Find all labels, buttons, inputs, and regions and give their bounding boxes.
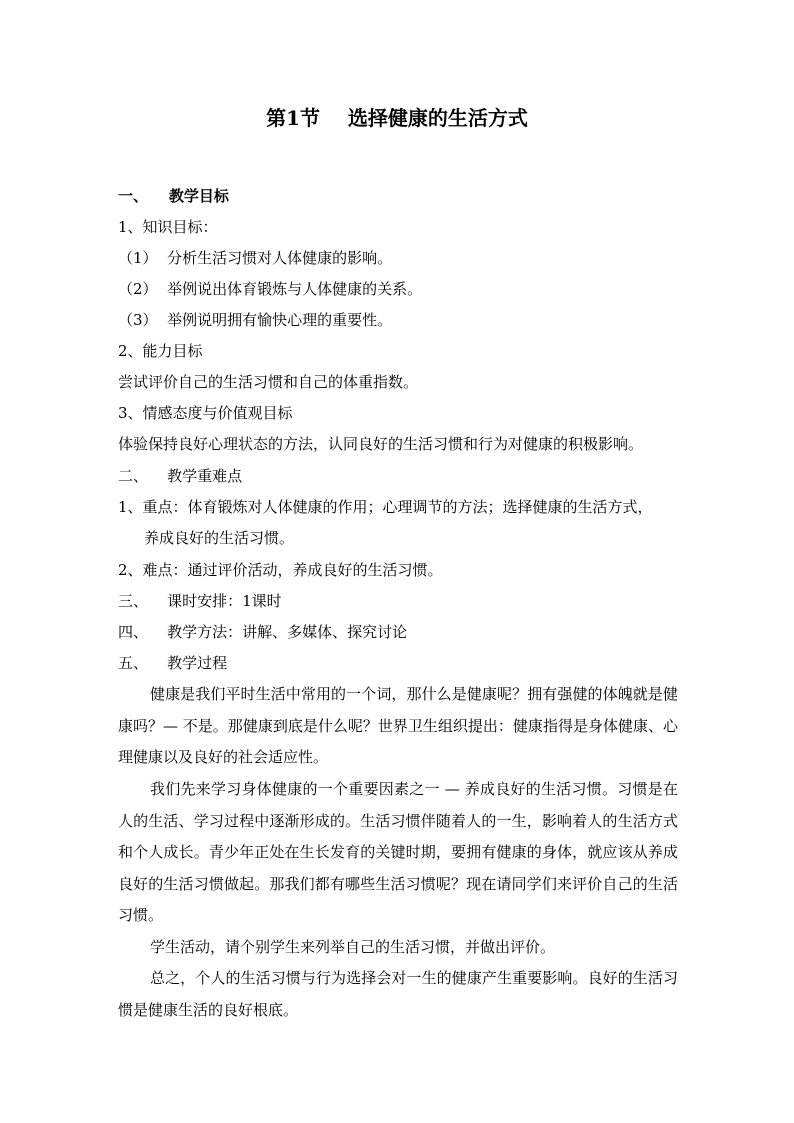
key-point-line-2: 养成良好的生活习惯。	[144, 529, 295, 547]
document-title: 第1节 选择健康的生活方式	[266, 106, 528, 130]
section-heading-key-points: 二、 教学重难点	[118, 467, 243, 485]
process-paragraph-1: 健康是我们平时生活中常用的一个词，那什么是健康呢？拥有强健的体魄就是健康吗？— 不是。那健康到底是什么呢？世界卫生组织提出：健康指得是身体健康、心理健康以及良好的社会适应性。	[118, 685, 678, 766]
knowledge-objectives-label: 1、知识目标：	[118, 218, 218, 236]
ability-objectives-label: 2、能力目标	[118, 342, 203, 360]
knowledge-item-1: （1） 分析生活习惯对人体健康的影响。	[118, 249, 393, 267]
section-teaching-methods: 四、 教学方法：讲解、多媒体、探究讨论	[118, 623, 408, 641]
process-paragraph-4: 总之，个人的生活习惯与行为选择会对一生的健康产生重要影响。良好的生活习惯是健康生活的良好根底。	[118, 969, 678, 1019]
ability-objectives-text: 尝试评价自己的生活习惯和自己的体重指数。	[118, 373, 419, 391]
emotion-objectives-text: 体验保持良好心理状态的方法，认同良好的生活习惯和行为对健康的积极影响。	[118, 435, 644, 453]
process-paragraph-2: 我们先来学习身体健康的一个重要因素之一 — 养成良好的生活习惯。习惯是在人的生活、学习过程中逐渐形成的。生活习惯伴随着人的一生，影响着人的生活方式和个人成长。青少年正处在生长发育的关键时期，要拥有健康的身体，就应该从养成良好的生活习惯做起。那我们都有哪些生活习惯呢？现在请同学们来评价自己的生活习惯。	[118, 780, 678, 924]
section-class-hours: 三、 课时安排：1课时	[118, 592, 282, 610]
emotion-objectives-label: 3、情感态度与价值观目标	[118, 404, 293, 422]
difficult-point: 2、难点：通过评价活动，养成良好的生活习惯。	[118, 561, 443, 579]
key-point-line-1: 1、重点：体育锻炼对人体健康的作用；心理调节的方法；选择健康的生活方式，	[118, 498, 653, 516]
process-paragraph-3: 学生活动，请个别学生来列举自己的生活习惯，并做出评价。	[150, 938, 556, 956]
section-heading-objectives: 一、 教学目标	[118, 187, 229, 205]
knowledge-item-3: （3） 举例说明拥有愉快心理的重要性。	[118, 311, 393, 329]
knowledge-item-2: （2） 举例说出体育锻炼与人体健康的关系。	[118, 280, 423, 298]
section-heading-process: 五、 教学过程	[118, 654, 228, 672]
